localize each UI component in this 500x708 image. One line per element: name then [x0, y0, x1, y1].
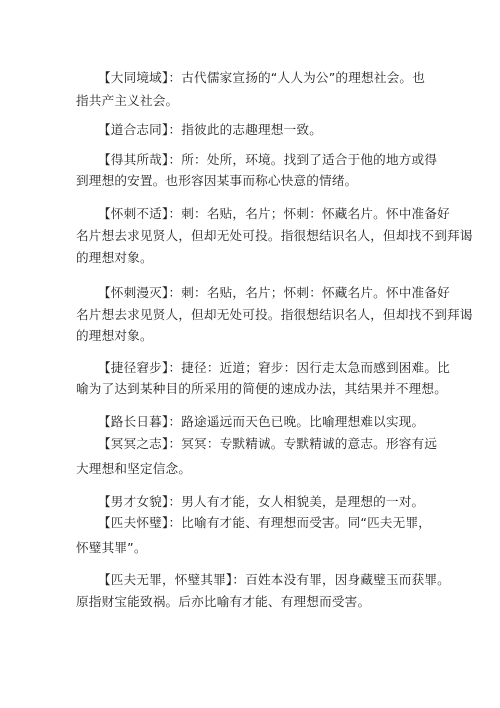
entry-mingming-line-1: 【冥冥之志】：冥冥：专默精诚。专默精诚的意志。形容有远 [98, 436, 438, 451]
entry-nancai-line-1: 【男才女貌】：男人有才能，女人相貌美，是理想的一对。 [98, 494, 425, 509]
entry-deqi-line-2: 到理想的安置。也形容因某事而称心快意的情绪。 [76, 173, 358, 188]
entry-datong-line-1: 【大同境域】：古代儒家宣扬的“人人为公”的理想社会。也 [98, 70, 425, 85]
entry-huaici-manmie-line-1: 【怀刺漫灭】：刺：名贴，名片；怀刺：怀藏名片。怀中准备好 [98, 285, 450, 300]
entry-deqi-line-1: 【得其所哉】：所：处所，环境。找到了适合于他的地方或得 [98, 152, 438, 167]
entry-jiejing-line-2: 喻为了达到某种目的所采用的简便的速成办法，其结果并不理想。 [76, 381, 448, 396]
entry-huaici-buzhi-line-3: 的理想对象。 [76, 250, 153, 265]
entry-pifu-wuzui-line-2: 原指财宝能致祸。后亦比喻有才能、有理想而受害。 [76, 594, 371, 609]
entry-pifu-huaibi-line-2: 怀璧其罪”。 [76, 540, 147, 555]
entry-daohe-line-1: 【道合志同】：指彼此的志趣理想一致。 [98, 122, 322, 137]
entry-datong-line-2: 指共产主义社会。 [76, 93, 179, 108]
entry-huaici-buzhi-line-1: 【怀刺不适】：刺：名贴，名片；怀刺：怀藏名片。怀中准备好 [98, 206, 450, 221]
entry-jiejing-line-1: 【捷径窘步】：捷径：近道；窘步：因行走太急而感到困难。比 [98, 360, 450, 375]
entry-huaici-buzhi-line-2: 名片想去求见贤人，但却无处可投。指很想结识名人，但却找不到拜谒 [76, 228, 473, 243]
entry-luchang-line-1: 【路长日暮】：路途遥远而天色已晚。比喻理想难以实现。 [98, 414, 425, 429]
entry-mingming-line-2: 大理想和坚定信念。 [76, 461, 192, 476]
entry-huaici-manmie-line-3: 的理想对象。 [76, 328, 153, 343]
entry-pifu-huaibi-line-1: 【匹夫怀璧】：比喻有才能、有理想而受害。同“匹夫无罪， [98, 515, 432, 530]
entry-pifu-wuzui-line-1: 【匹夫无罪，怀璧其罪】：百姓本没有罪，因身藏璧玉而获罪。 [98, 572, 450, 587]
entry-huaici-manmie-line-2: 名片想去求见贤人，但却无处可投。指很想结识名人，但却找不到拜谒 [76, 307, 473, 322]
